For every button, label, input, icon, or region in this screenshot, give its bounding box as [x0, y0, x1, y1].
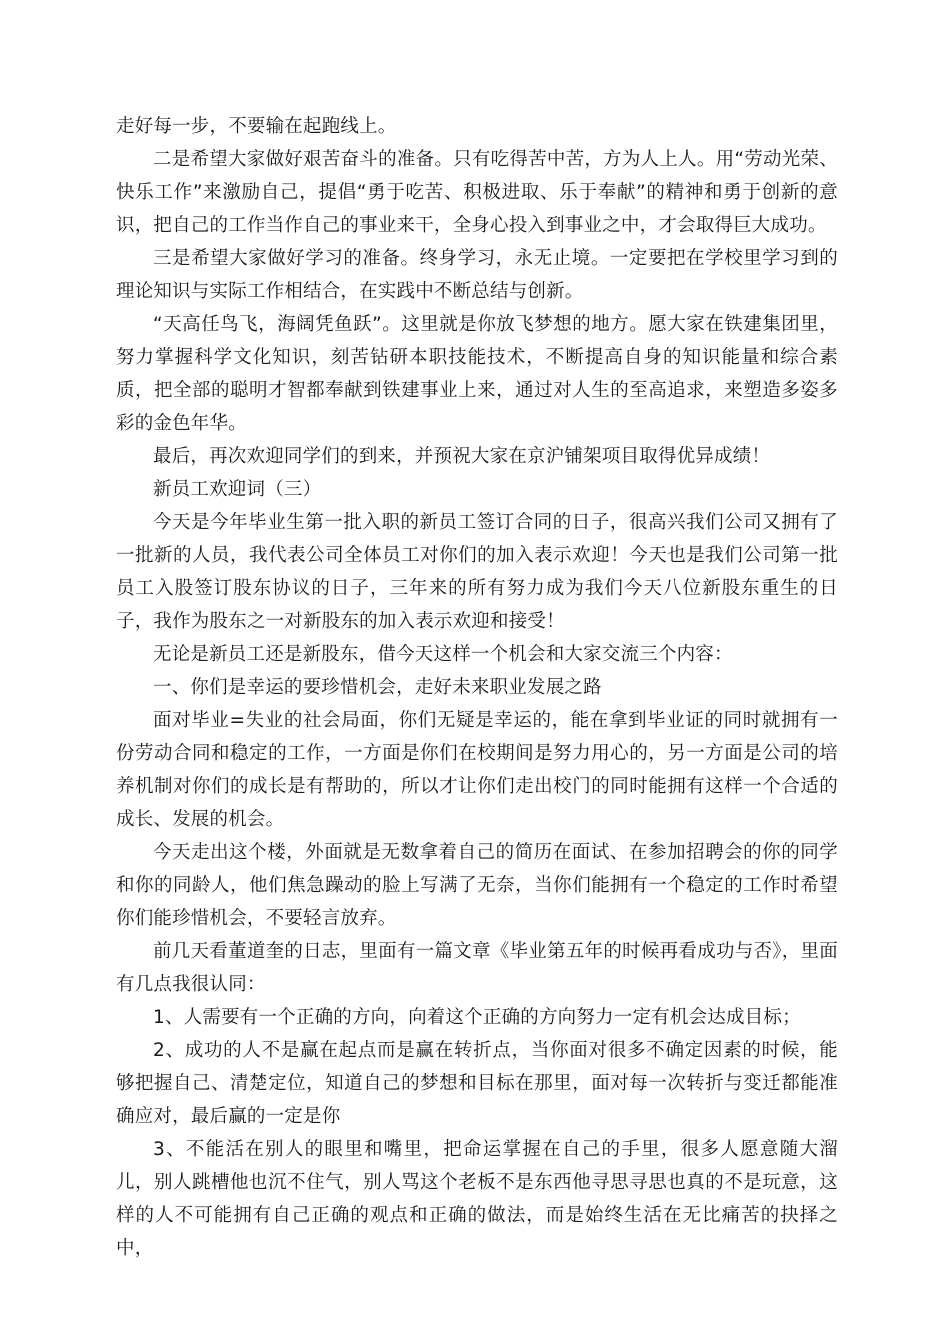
paragraph-article: 前几天看董道奎的日志，里面有一篇文章《毕业第五年的时候再看成功与否》，里面有几点我很认同：	[116, 941, 838, 995]
document-body	[116, 110, 838, 1265]
paragraph-dream: “天高任鸟飞，海阔凭鱼跃”。这里就是你放飞梦想的地方。愿大家在铁建集团里，努力掌握科学文化知识，刻苦钻研本职技能技术，不断提高自身的知识能量和综合素质，把全部的聪明才智都奉献到铁建事业上来，通过对人生的至高追求，来塑造多姿多彩的金色年华。	[116, 314, 838, 434]
paragraph-learning: 三是希望大家做好学习的准备。终身学习，永无止境。一定要把在学校里学习到的理论知识与实际工作相结合，在实践中不断总结与创新。	[116, 248, 838, 302]
section-heading: 新员工欢迎词（三）	[153, 479, 322, 500]
paragraph-three-topics: 无论是新员工还是新股东，借今天这样一个机会和大家交流三个内容：	[153, 644, 733, 665]
paragraph-lucky: 面对毕业=失业的社会局面，你们无疑是幸运的，能在拿到毕业证的同时就拥有一份劳动合同和稳定的工作，一方面是你们在校期间是努力用心的，另一方面是公司的培养机制对你们的成长是有帮助的，所以才让你们走出校门的同时能拥有这样一个合适的成长、发展的机会。	[116, 710, 838, 830]
paragraph-point-one-heading: 一、你们是幸运的要珍惜机会，走好未来职业发展之路	[153, 677, 602, 698]
paragraph-hardship: 二是希望大家做好艰苦奋斗的准备。只有吃得苦中苦，方为人上人。用“劳动光荣、快乐工作”来激励自己，提倡“勇于吃苦、积极进取、乐于奉献”的精神和勇于创新的意识，把自己的工作当作自己的事业来干，全身心投入到事业之中，才会取得巨大成功。	[116, 149, 838, 236]
paragraph-continuation: 走好每一步，不要输在起跑线上。	[116, 116, 397, 137]
list-item-2: 2、成功的人不是赢在起点而是赢在转折点，当你面对很多不确定因素的时候，能够把握自己、清楚定位，知道自己的梦想和目标在那里，面对每一次转折与变迁都能准确应对，最后赢的一定是你	[116, 1040, 838, 1127]
list-item-1: 1、人需要有一个正确的方向，向着这个正确的方向努力一定有机会达成目标；	[153, 1007, 801, 1028]
paragraph-closing: 最后，再次欢迎同学们的到来，并预祝大家在京沪铺架项目取得优异成绩！	[153, 446, 771, 467]
paragraph-cherish: 今天走出这个楼，外面就是无数拿着自己的简历在面试、在参加招聘会的你的同学和你的同龄人，他们焦急躁动的脸上写满了无奈，当你们能拥有一个稳定的工作时希望你们能珍惜机会，不要轻言放弃。	[116, 842, 838, 929]
paragraph-contract-day: 今天是今年毕业生第一批入职的新员工签订合同的日子，很高兴我们公司又拥有了一批新的人员，我代表公司全体员工对你们的加入表示欢迎！今天也是我们公司第一批员工入股签订股东协议的日子，三年来的所有努力成为我们今天八位新股东重生的日子，我作为股东之一对新股东的加入表示欢迎和接受！	[116, 512, 838, 632]
list-item-3: 3、不能活在别人的眼里和嘴里，把命运掌握在自己的手里，很多人愿意随大溜儿，别人跳槽他也沉不住气，别人骂这个老板不是东西他寻思寻思也真的不是玩意，这样的人不可能拥有自己正确的观点和正确的做法，而是始终生活在无比痛苦的抉择之中，	[116, 1139, 838, 1259]
